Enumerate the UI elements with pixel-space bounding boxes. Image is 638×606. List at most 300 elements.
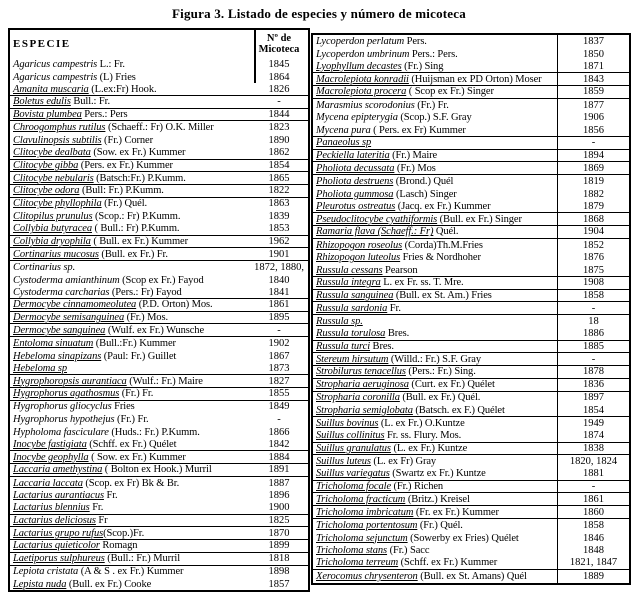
species-cell — [313, 468, 557, 479]
micoteca-number: 1853 — [268, 223, 290, 235]
micoteca-number: 1873 — [268, 362, 290, 374]
micoteca-number: 1852 — [557, 239, 629, 252]
species-authority: (L. ex Fr.) O.Kuntze — [378, 417, 465, 429]
micoteca-number: 1825 — [268, 515, 290, 527]
species-name: Suillus variegatus — [316, 468, 390, 480]
species-name: Xerocomus chrysenteron — [316, 570, 418, 582]
species-authority: L. ex Fr. ss. T. Mre. — [380, 277, 464, 289]
species-authority: (L. ex Fr) Gray — [370, 456, 437, 468]
species-cell — [313, 150, 557, 161]
micoteca-number: 1898 — [268, 566, 290, 578]
species-cell — [313, 430, 557, 441]
species-cell — [10, 515, 250, 526]
species-name: Rhizopogon roseolus — [316, 239, 403, 251]
table-row — [10, 337, 308, 350]
table-row — [10, 350, 308, 363]
species-authority: (Huds.: Fr.) P.Kumm. — [108, 426, 200, 438]
species-cell — [10, 439, 250, 450]
table-row — [313, 99, 629, 112]
species-name: Macrolepiota procera — [316, 86, 407, 98]
table-row — [10, 439, 308, 452]
species-cell — [10, 275, 250, 286]
table-row — [10, 324, 308, 337]
species-authority: (Sow. ex Fr.) Kummer — [90, 147, 186, 159]
micoteca-number: 1962 — [268, 235, 290, 247]
header-micoteca-line1: Nº de — [266, 33, 292, 44]
species-authority: L.: Fr. — [97, 58, 125, 70]
micoteca-number: 1822 — [268, 185, 290, 197]
micoteca-number: 1901 — [268, 248, 290, 260]
species-authority: (Pers.: Fr.) Sing. — [405, 366, 476, 378]
species-cell — [10, 528, 250, 539]
table-row — [313, 277, 629, 290]
species-name: Dermocybe sanguinea — [13, 324, 106, 336]
species-authority: (Bull. ex Fr.) Fr. — [98, 248, 168, 260]
micoteca-number: 1854 — [557, 404, 629, 416]
species-name: Laetiporus sulphureus — [13, 553, 105, 565]
table-row — [10, 210, 308, 223]
species-cell — [10, 160, 250, 171]
species-authority: (Curt. ex Fr.) Quélet — [408, 379, 495, 391]
species-authority: (Schff. ex Fr.) Quélet — [86, 438, 177, 450]
table-row — [313, 213, 629, 226]
table-row — [313, 430, 629, 443]
species-authority: (Wulf.: Fr.) Maire — [126, 375, 203, 387]
species-name: Russula integra — [316, 277, 381, 289]
table-body-left — [10, 58, 308, 591]
species-name: Collybia dryophila — [13, 235, 91, 247]
micoteca-number: 1865 — [268, 172, 290, 184]
table-row — [10, 312, 308, 325]
table-row — [10, 109, 308, 122]
micoteca-number: 1889 — [557, 570, 629, 583]
table-row — [10, 198, 308, 211]
species-name: Lepiota cristata — [13, 566, 79, 578]
species-authority: (Fr.) Maire — [389, 149, 438, 161]
micoteca-number: 1897 — [557, 392, 629, 405]
species-authority: (L.ex:Fr) Hook. — [88, 83, 157, 95]
species-authority: (Fr.) Fr. — [414, 99, 449, 111]
micoteca-number: - — [277, 324, 281, 336]
micoteca-number: 1869 — [557, 162, 629, 174]
species-authority: (P.D. Orton) Mos. — [136, 299, 213, 311]
table-row — [10, 375, 308, 388]
species-cell — [10, 553, 250, 564]
table-row — [10, 121, 308, 134]
micoteca-number: 1838 — [557, 443, 629, 455]
species-cell — [10, 579, 250, 590]
micoteca-number: 1859 — [557, 86, 629, 98]
species-cell — [10, 540, 250, 551]
table-row — [313, 493, 629, 506]
micoteca-number: 1877 — [557, 99, 629, 112]
species-authority: (Fr.) Quél. — [101, 198, 148, 210]
species-authority: Romagn — [99, 540, 138, 552]
species-authority: Bres. — [385, 328, 410, 340]
micoteca-number: 1842 — [268, 438, 290, 450]
header-micoteca-line2: Micoteca — [258, 44, 300, 55]
species-authority: (Bull.: Fr.) Murril — [104, 553, 181, 565]
species-cell — [313, 571, 557, 582]
species-authority: (L) Fries — [97, 71, 136, 83]
species-name: Laccaria amethystina — [13, 464, 103, 476]
species-authority: Pers.: Pers — [81, 109, 128, 121]
species-cell — [313, 201, 557, 212]
table-row — [313, 175, 629, 188]
micoteca-number: 1890 — [268, 134, 290, 146]
micoteca-number: 1876 — [557, 251, 629, 264]
species-cell — [313, 520, 557, 531]
micoteca-number: 1902 — [268, 337, 290, 349]
micoteca-number: 1868 — [557, 213, 629, 225]
micoteca-number: 1843 — [557, 73, 629, 85]
species-authority: (Fr.) Quél. — [417, 519, 463, 531]
micoteca-number: - — [557, 137, 629, 149]
table-row — [313, 302, 629, 315]
species-cell — [10, 427, 250, 438]
species-cell — [10, 502, 250, 513]
species-authority: Fr. — [89, 502, 104, 514]
micoteca-number: 1841 — [268, 286, 290, 298]
species-authority: (Britz.) Kreisel — [405, 493, 470, 505]
species-name: Hypholoma fasciculare — [13, 426, 109, 438]
species-name: Cystoderma carcharias — [13, 286, 110, 298]
table-row — [10, 261, 308, 274]
micoteca-number: 1823 — [268, 122, 290, 134]
micoteca-number: 1837 — [557, 35, 629, 48]
species-cell — [313, 545, 557, 556]
table-row — [10, 248, 308, 261]
table-row — [313, 48, 629, 61]
species-cell — [10, 287, 250, 298]
species-cell — [313, 36, 557, 47]
species-authority: (Batsch. ex F.) Quélet — [412, 404, 505, 416]
species-authority: (Huijsman ex PD Orton) Moser — [408, 73, 542, 85]
species-authority: ( Scop ex Fr.) Singer — [406, 86, 494, 98]
table-row — [10, 83, 308, 96]
species-cell — [313, 481, 557, 492]
species-cell — [313, 533, 557, 544]
micoteca-number: 1891 — [268, 464, 290, 476]
species-name: Lepista nuda — [13, 579, 67, 591]
species-name: Chroogomphus rutilus — [13, 122, 106, 134]
species-authority: (Fr. ex Fr.) Kummer — [413, 506, 499, 518]
species-cell — [313, 494, 557, 505]
micoteca-number: 1879 — [557, 201, 629, 213]
species-name: Cortinarius sp. — [13, 261, 76, 273]
species-name: Russula turci — [316, 340, 371, 352]
species-name: Panaeolus sp — [316, 137, 372, 149]
species-name: Tricholoma stans — [316, 545, 388, 557]
species-authority: (Pers. ex Fr.) Kummer — [78, 159, 173, 171]
header-especie: ESPECIE — [13, 38, 71, 50]
species-authority: (Schff. ex Fr.) Kummer — [398, 557, 498, 569]
species-cell — [10, 84, 250, 95]
micoteca-number: 1861 — [557, 493, 629, 505]
species-name: Mycena epipterygia — [316, 112, 398, 124]
species-authority: (Schaeff.: Fr) O.K. Miller — [105, 122, 214, 134]
table-row — [313, 124, 629, 137]
species-cell — [10, 59, 250, 70]
table-row — [10, 451, 308, 464]
species-name: Ramaria flava (Schaeff.: Fr) — [316, 226, 434, 238]
species-cell — [10, 376, 250, 387]
species-authority: (Wulf. ex Fr.) Wunsche — [105, 324, 205, 336]
table-row — [313, 86, 629, 99]
micoteca-number: 1886 — [557, 328, 629, 340]
table-row — [313, 73, 629, 86]
species-authority: (Bull: Fr.) P.Kumm. — [79, 185, 164, 197]
species-cell — [10, 452, 250, 463]
micoteca-number: 1894 — [557, 150, 629, 162]
species-cell — [10, 236, 250, 247]
species-cell — [313, 418, 557, 429]
species-cell — [313, 366, 557, 377]
micoteca-number: 1870 — [268, 527, 290, 539]
micoteca-number: 1867 — [268, 350, 290, 362]
species-authority: (Jacq. ex Fr.) Kummer — [395, 200, 491, 212]
species-cell — [313, 137, 557, 148]
table-body-right — [313, 35, 629, 583]
species-authority: Fr. — [387, 302, 401, 314]
micoteca-number: 1881 — [557, 468, 629, 480]
species-cell — [10, 122, 250, 133]
table-row — [313, 60, 629, 73]
species-cell — [313, 507, 557, 518]
species-name: Cortinarius mucosus — [13, 248, 99, 260]
species-cell — [10, 401, 250, 412]
micoteca-number: - — [557, 302, 629, 314]
species-name: Suillus luteus — [316, 456, 371, 468]
micoteca-number: 1858 — [557, 519, 629, 532]
species-authority: ( Bull.: Fr) P.Kumm. — [91, 223, 180, 235]
micoteca-number: 1821, 1847 — [557, 557, 629, 569]
table-row — [313, 557, 629, 570]
micoteca-number: 1887 — [268, 477, 290, 489]
species-cell — [10, 249, 250, 260]
species-name: Suillus granulatus — [316, 442, 391, 454]
micoteca-number: 1884 — [268, 451, 290, 463]
species-name: Clitocybe nebularis — [13, 172, 94, 184]
species-name: Russula torulosa — [316, 328, 386, 340]
species-name: Stropharia semiglobata — [316, 404, 413, 416]
species-name: Russula sp. — [316, 316, 363, 328]
species-authority: (Swartz ex Fr.) Kuntze — [389, 468, 486, 480]
species-name: Lactarius grupo rufus — [13, 527, 104, 539]
table-row — [313, 544, 629, 557]
table-row — [313, 570, 629, 583]
species-name: Russula sardonia — [316, 302, 388, 314]
species-name: Stropharia aeruginosa — [316, 379, 409, 391]
species-name: Lactarius blennius — [13, 502, 90, 514]
species-cell — [313, 61, 557, 72]
micoteca-number: 1949 — [557, 417, 629, 430]
table-row — [10, 223, 308, 236]
micoteca-number: 1860 — [557, 506, 629, 518]
species-name: Pseudoclitocybe cyathiformis — [316, 213, 438, 225]
species-name: Tricholoma fracticum — [316, 493, 406, 505]
table-row — [313, 379, 629, 392]
species-name: Boletus edulis — [13, 96, 71, 108]
species-authority: Fries — [111, 401, 135, 413]
table-row — [10, 566, 308, 579]
species-authority: ( Bolton ex Hook.) Murril — [102, 464, 212, 476]
species-authority: (Batsch:Fr.) P.Kumm. — [93, 172, 186, 184]
species-authority: Pers. — [404, 35, 427, 47]
table-row — [10, 160, 308, 173]
species-authority: (Sowerby ex Fries) Quélet — [407, 532, 519, 544]
species-cell — [10, 351, 250, 362]
species-authority: (Fr.) Richen — [391, 481, 444, 493]
table-row — [313, 201, 629, 214]
species-authority: (Fr.) Mos — [394, 162, 436, 174]
species-name: Lycoperdon umbrinum — [316, 48, 410, 60]
species-authority: (Scop ex Fr.) Fayod — [119, 274, 204, 286]
table-row — [10, 286, 308, 299]
micoteca-number: 1862 — [268, 147, 290, 159]
table-row — [313, 290, 629, 303]
table-row — [313, 315, 629, 328]
micoteca-number: 1849 — [268, 401, 290, 413]
species-name: Tricholoma sejunctum — [316, 532, 408, 544]
species-name: Dermocybe semisanguinea — [13, 312, 125, 324]
species-authority: ( Sow. ex Fr.) Kummer — [88, 451, 186, 463]
table-row — [10, 388, 308, 401]
micoteca-number: 1863 — [268, 198, 290, 210]
table-row — [313, 404, 629, 417]
table-row — [10, 489, 308, 502]
species-name: Bovista plumbea — [13, 109, 82, 121]
species-cell — [313, 252, 557, 263]
species-authority: (Bull. ex Fr.) Quél. — [399, 392, 481, 404]
table-row — [10, 426, 308, 439]
micoteca-number: 1871 — [557, 60, 629, 72]
species-name: Hygrophorus hypothejus — [13, 414, 115, 426]
table-row — [313, 150, 629, 163]
species-name: Lactarius aurantiacus — [13, 490, 104, 502]
species-name: Strobilurus tenacellus — [316, 366, 406, 378]
table-row — [10, 502, 308, 515]
species-authority: Fr. — [103, 490, 118, 502]
micoteca-number: 1839 — [268, 211, 290, 223]
species-cell — [313, 379, 557, 390]
table-row — [313, 251, 629, 264]
micoteca-number: 1895 — [268, 312, 290, 324]
species-cell — [313, 443, 557, 454]
species-name: Pholiota gummosa — [316, 188, 394, 200]
species-authority: ( Pers. ex Fr) Kummer — [370, 124, 466, 136]
species-name: Macrolepiota konradii — [316, 73, 409, 85]
table-row — [10, 527, 308, 540]
micoteca-number: 1848 — [557, 544, 629, 557]
table-row — [10, 185, 308, 198]
table-row — [313, 366, 629, 379]
species-cell — [10, 414, 250, 425]
species-cell — [313, 456, 557, 467]
table-row — [313, 392, 629, 405]
table-row — [313, 328, 629, 341]
micoteca-number: 1864 — [268, 71, 290, 83]
species-cell — [313, 163, 557, 174]
table-row — [10, 71, 308, 84]
species-name: Lactarius deliciosus — [13, 515, 96, 527]
micoteca-number: 1844 — [268, 109, 290, 121]
table-row — [10, 540, 308, 553]
species-authority: Bres. — [370, 340, 394, 352]
species-authority: Quél. — [433, 226, 459, 238]
species-cell — [313, 354, 557, 365]
species-cell — [10, 211, 250, 222]
table-row — [10, 553, 308, 566]
micoteca-number: 1855 — [268, 388, 290, 400]
species-name: Stereum hirsutum — [316, 353, 389, 365]
species-cell — [10, 566, 250, 577]
species-cell — [313, 100, 557, 111]
species-name: Pleurotus ostreatus — [316, 200, 396, 212]
species-name: Marasmius scorodonius — [316, 99, 415, 111]
species-name: Pholiota destruens — [316, 175, 394, 187]
species-cell — [313, 86, 557, 97]
species-cell — [313, 74, 557, 85]
species-name: Clitopilus prunulus — [13, 211, 93, 223]
species-cell — [313, 112, 557, 123]
species-name: Pholiota decussata — [316, 162, 395, 174]
table-row — [10, 96, 308, 109]
species-cell — [10, 464, 250, 475]
species-name: Lactarius quieticolor — [13, 540, 100, 552]
species-authority: ( Bull. ex Fr.) Kummer — [90, 235, 188, 247]
species-name: Inocybe geophylla — [13, 451, 89, 463]
species-authority: (Scop.)Fr. — [103, 527, 145, 539]
species-cell — [10, 388, 250, 399]
table-row — [10, 134, 308, 147]
species-cell — [10, 299, 250, 310]
species-authority: Fr — [95, 515, 108, 527]
species-cell — [10, 147, 250, 158]
table-row — [313, 162, 629, 175]
micoteca-number: 1878 — [557, 366, 629, 378]
species-authority: (Fr.) Fr. — [119, 388, 154, 400]
micoteca-number: - — [557, 353, 629, 365]
micoteca-number: 1875 — [557, 264, 629, 276]
table-row — [313, 353, 629, 366]
species-name: Lyophyllum decastes — [316, 60, 402, 72]
species-name: Tricholoma terreum — [316, 557, 399, 569]
table-row — [10, 147, 308, 160]
micoteca-number: 1818 — [268, 553, 290, 565]
species-cell — [10, 173, 250, 184]
figure-title: Figura 3. Listado de especies y número de micoteca — [172, 6, 466, 21]
header-column-divider — [254, 30, 256, 83]
micoteca-number: 1819 — [557, 175, 629, 188]
species-name: Hygrophoropsis aurantiaca — [13, 375, 127, 387]
species-authority: (A & S . ex Fr.) Kummer — [78, 566, 184, 578]
table-row — [10, 172, 308, 185]
micoteca-number: 1846 — [557, 532, 629, 545]
table-row — [313, 417, 629, 430]
micoteca-number: 1908 — [557, 277, 629, 289]
species-name: Clitocybe gibba — [13, 159, 79, 171]
micoteca-number: 1845 — [268, 58, 290, 70]
species-cell — [313, 265, 557, 276]
table-row — [313, 532, 629, 545]
species-authority: (Pers.: Fr) Fayod — [109, 286, 182, 298]
species-name: Dermocybe cinnamomeolutea — [13, 299, 137, 311]
micoteca-number: 1840 — [268, 274, 290, 286]
species-authority: Bull.: Fr. — [70, 96, 110, 108]
species-authority: (Fr.) Corner — [101, 134, 154, 146]
table-row — [313, 341, 629, 354]
